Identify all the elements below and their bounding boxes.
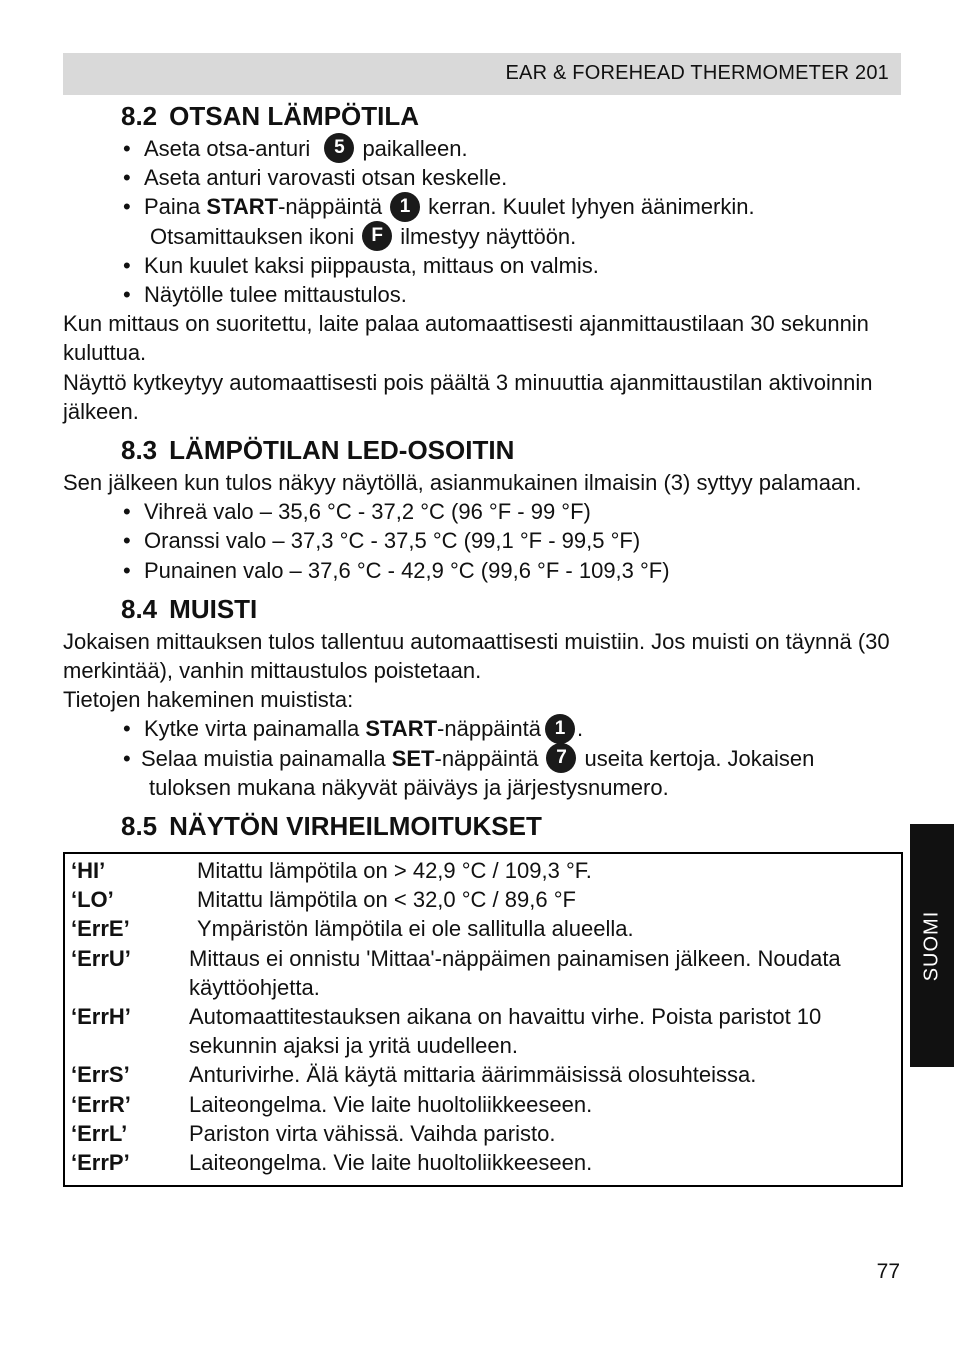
page-header — [63, 53, 901, 95]
section-heading-8-2: 8.2 OTSAN LÄMPÖTILA — [121, 101, 420, 131]
start-button-1-icon: 1 — [390, 192, 420, 222]
forehead-mode-f-icon: F — [362, 221, 392, 251]
start-button-1-icon: 1 — [545, 714, 575, 744]
list-item: • Aseta anturi varovasti otsan keskelle. — [63, 163, 903, 192]
paragraph: Sen jälkeen kun tulos näkyy näytöllä, asianmukainen ilmaisin (3) syttyy palamaan. — [63, 470, 862, 496]
list-item: • Selaa muistia painamalla SET-näppäintä 7 useita kertoja. Jokaisen tuloksen mukana näkyvät päiväys ja järjestysnumero. — [63, 744, 903, 802]
bullet-list-8-4 — [63, 714, 903, 802]
table-row: ‘ErrU’ Mittaus ei onnistu 'Mittaa'-näppäimen painamisen jälkeen. Noudata käyttöohjetta. — [71, 945, 841, 1000]
header-title: EAR & FOREHEAD THERMOMETER 201 — [505, 62, 889, 84]
section-heading-8-3: 8.3 LÄMPÖTILAN LED-OSOITIN — [121, 435, 515, 466]
paragraph: Kun mittaus on suoritettu, laite palaa automaattisesti ajanmittaustilaan 30 sekunnin kuluttua. — [63, 311, 869, 366]
table-row: ‘ErrE’ Ympäristön lämpötila ei ole sallitulla alueella. — [71, 916, 634, 942]
list-item: • Näytölle tulee mittaustulos. — [63, 280, 903, 309]
section-heading-8-5: 8.5 NÄYTÖN VIRHEILMOITUKSET — [121, 811, 542, 842]
list-item: • Aseta otsa-anturi 5 paikalleen. — [63, 134, 903, 163]
set-button-7-icon: 7 — [546, 743, 576, 773]
table-row: ‘ErrH’ Automaattitestauksen aikana on havaittu virhe. Poista paristot 10 sekunnin ajaksi ja yritä uudelleen. — [71, 1004, 822, 1059]
paragraph: Tietojen hakeminen muistista: — [63, 687, 354, 713]
language-tab-label: SUOMI — [920, 910, 943, 981]
section-heading-8-4: 8.4 MUISTI — [121, 593, 258, 624]
list-item: • Paina START-näppäintä 1 kerran. Kuulet lyhyen äänimerkin. Otsamittauksen ikoni F ilmestyy näyttöön. — [63, 192, 903, 250]
bullet-list-8-2 — [63, 134, 903, 309]
list-item: • Oranssi valo – 37,3 °C - 37,5 °C (99,1 °F - 99,5 °F) — [63, 526, 903, 555]
page-number: 77 — [876, 1260, 900, 1283]
paragraph: Jokaisen mittauksen tulos tallentuu automaattisesti muistiin. Jos muisti on täynnä (30 merkintää), vanhin mittaustulos poistetaan. — [63, 628, 890, 684]
table-row: ‘LO’ Mitattu lämpötila on < 32,0 °C / 89,6 °F — [71, 887, 576, 913]
error-table — [63, 852, 903, 1187]
sensor-5-icon: 5 — [324, 133, 354, 163]
page-content — [63, 98, 903, 1187]
table-row: ‘ErrL’ Pariston virta vähissä. Vaihda paristo. — [71, 1120, 556, 1146]
list-item: • Vihreä valo – 35,6 °C - 37,2 °C (96 °F - 99 °F) — [63, 497, 903, 526]
table-row: ‘ErrS’ Anturivirhe. Älä käytä mittaria äärimmäisissä olosuhteissa. — [71, 1062, 757, 1088]
table-row: ‘ErrP’ Laiteongelma. Vie laite huoltoliikkeeseen. — [71, 1150, 593, 1176]
table-row: ‘HI’ Mitattu lämpötila on > 42,9 °C / 109,3 °F. — [71, 858, 592, 884]
list-item: • Kytke virta painamalla START-näppäintä 1 . — [63, 714, 903, 743]
paragraph: Näyttö kytkeytyy automaattisesti pois päältä 3 minuuttia ajanmittaustilan aktivoinnin jälkeen. — [63, 369, 873, 424]
language-tab — [910, 824, 954, 1067]
table-row: ‘ErrR’ Laiteongelma. Vie laite huoltoliikkeeseen. — [71, 1091, 593, 1117]
bullet-list-8-3 — [63, 497, 903, 585]
list-item: • Kun kuulet kaksi piippausta, mittaus on valmis. — [63, 251, 903, 280]
list-item: • Punainen valo – 37,6 °C - 42,9 °C (99,6 °F - 109,3 °F) — [63, 556, 903, 585]
